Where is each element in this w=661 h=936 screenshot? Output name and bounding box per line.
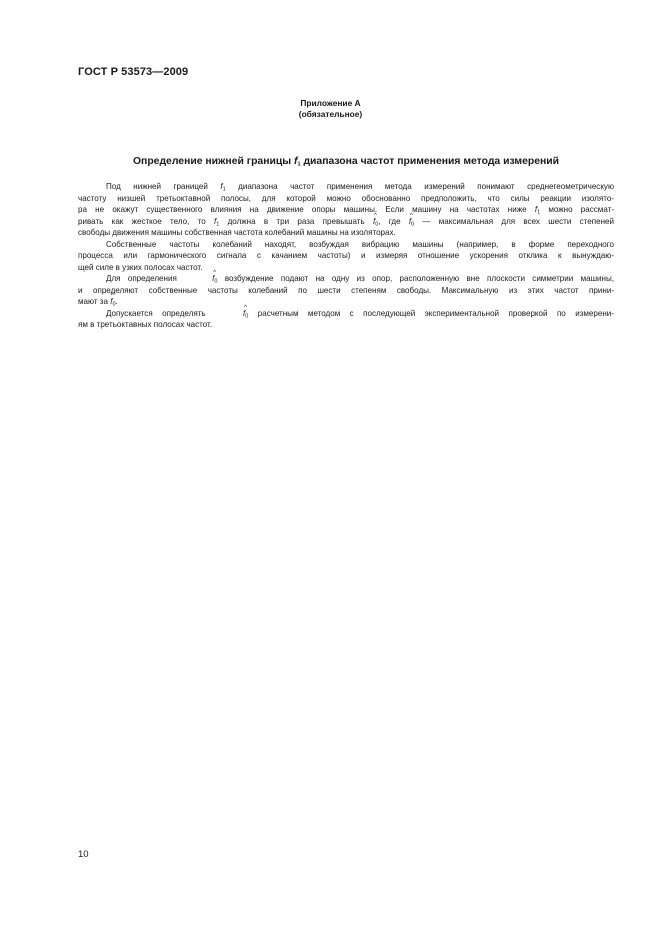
annex-heading — [0, 98, 661, 120]
p3-line3: мают за ^ $f_0$. — [78, 296, 614, 308]
section-title-before: Определение нижней границы — [132, 156, 295, 167]
p1-line3: ра не окажут существенного влияния на движение опоры машины. Если машину на частотах ниже $f_1$ можно рассмат- — [78, 205, 614, 216]
p1-line4: ривать как жесткое тело, то $f_1$ должна в три раза превышать ^ $f_0$, где ^ $f_0$ — максимальная для всех шести степеней — [78, 216, 614, 228]
annex-title: Приложение А — [300, 98, 361, 108]
p4-line1: Допускается определять ^ $f_0$ расчетным методом с последующей экспериментальной проверкой по измерени- — [78, 308, 614, 320]
p3-line2: и определяют собственные частоты колебаний по шести степеням свободы. Максимальную из этих частот прини- — [78, 285, 614, 295]
p3-line1: Для определения ^ $f_0$ возбуждение подают на одну из опор, расположенную вне плоскости симметрии машины, — [78, 273, 614, 285]
page-number: 10 — [78, 849, 89, 860]
p2-line3: щей силе в узких полосах частот. — [78, 262, 203, 272]
section-title-subscript: 1 — [297, 161, 301, 168]
p1-line2: частоту низшей третьоктавной полосы, для которой можно обоснованно предположить, что силы реакции изолято- — [78, 193, 614, 203]
section-title — [78, 156, 614, 168]
p2-line2: процесса или гармонического сигнала с качанием частоты) и измеряя отношение ускорения отклика к вынуждаю- — [78, 251, 614, 260]
annex-status: (обязательное) — [298, 109, 363, 119]
p4-line2: ям в третьоктавных полосах частот. — [78, 320, 213, 329]
p2-line1: Собственные частоты колебаний находят, возбуждая вибрацию машины (например, в форме переходного — [106, 239, 614, 249]
section-title-symbol: f — [294, 156, 298, 167]
section-title-after: диапазона частот применения метода измерений — [300, 156, 560, 167]
p1-line5: свободы движения машины собственная частота колебаний машины на изоляторах. — [78, 228, 396, 237]
p1-line1: Под нижней границей $f_1$ диапазона частот применения метода измерений понимают среднегеометрическую — [106, 182, 614, 193]
document-code: ГОСТ Р 53573—2009 — [78, 66, 189, 78]
body-text — [78, 181, 614, 331]
